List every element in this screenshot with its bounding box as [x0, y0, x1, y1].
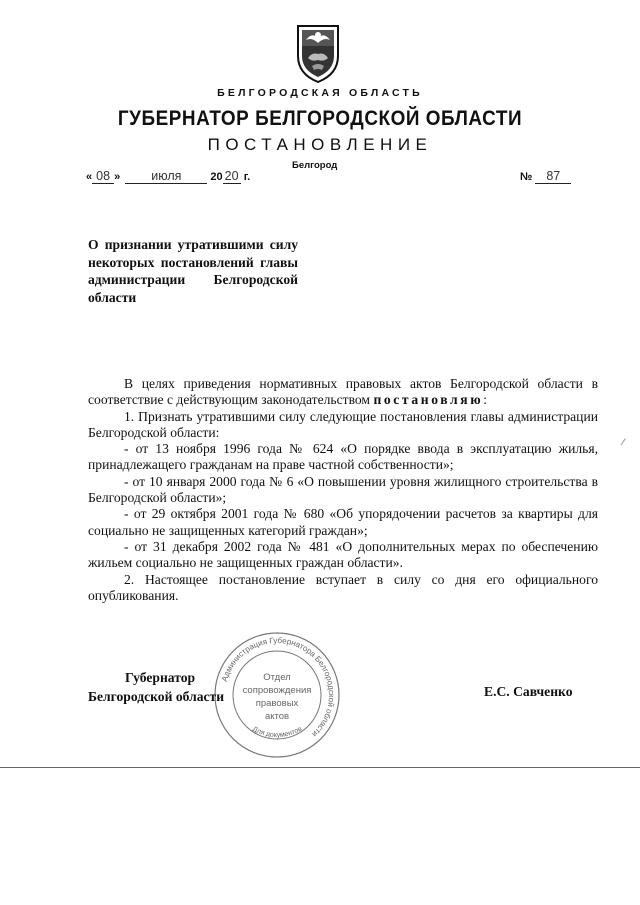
stamp-center-line: Отдел: [263, 672, 291, 683]
belgorod-coat-of-arms-icon: [294, 22, 342, 84]
item-2: 2. Настоящее постановление вступает в силу со дня его официального опубликования.: [88, 571, 598, 603]
official-stamp: [212, 630, 342, 760]
number-label: №: [520, 171, 533, 183]
year-prefix: 20: [210, 171, 223, 183]
decree-number-line: [520, 170, 571, 184]
sub-item: - от 10 января 2000 года № 6 «О повышении уровня жилищного строительства в Белгородской области»;: [88, 473, 598, 506]
signatory-title: [88, 668, 224, 706]
signatory-name: Е.С. Савченко: [484, 684, 573, 699]
date-line: [86, 170, 250, 184]
intro-paragraph: В целях приведения нормативных правовых актов Белгородской области в соответствие с действующим законодательством постановляю:: [88, 376, 598, 408]
signatory-title-line1: Губернатор: [125, 670, 196, 685]
decree-number: 87: [535, 170, 571, 184]
sub-item: - от 29 октября 2001 года № 680 «Об упорядочении расчетов за квартиры для социально не защищенных категорий граждан»;: [88, 506, 598, 538]
year-suffix: 20: [223, 170, 241, 184]
stamp-ring-text: Администрация Губернатора Белгородской области: [219, 635, 337, 739]
open-quote: «: [86, 171, 93, 183]
sub-item: - от 31 декабря 2002 года № 481 «О дополнительных мерах по обеспечению жильем социально не защищенных граждан области».: [88, 538, 598, 571]
sub-item: - от 13 ноября 1996 года № 624 «О порядке ввода в эксплуатацию жилья, принадлежащего гражданам на праве частной собственности»;: [88, 441, 598, 473]
decree-word: постановляю: [373, 392, 484, 408]
stamp-center-line: правовых: [255, 698, 299, 709]
date-day: 08: [92, 170, 114, 184]
authority-title: ГУБЕРНАТОР БЕЛГОРОДСКОЙ ОБЛАСТИ: [117, 107, 523, 130]
close-quote: »: [114, 171, 121, 183]
stamp-center-line: сопровождения: [242, 685, 312, 696]
year-mark: г.: [243, 171, 251, 183]
document-type: ПОСТАНОВЛЕНИЕ: [207, 135, 433, 154]
decree-body: [88, 376, 598, 604]
decree-subject: О признании утратившими силу некоторых постановлений главы администрации Белгородской области: [88, 237, 298, 305]
item-1: 1. Признать утратившими силу следующие постановления главы администрации Белгородской области:: [88, 408, 598, 440]
date-month: июля: [125, 170, 207, 184]
svg-text:Для документов: [251, 725, 303, 739]
stamp-bottom-text: Для документов: [251, 725, 304, 740]
region-title: БЕЛГОРОДСКАЯ ОБЛАСТЬ: [217, 87, 423, 99]
stamp-center-line: актов: [264, 711, 290, 722]
city-name: Белгород: [292, 160, 338, 171]
margin-mark: [621, 438, 633, 450]
signatory-title-line2: Белгородской области: [88, 689, 225, 704]
footer-divider: [0, 767, 640, 768]
